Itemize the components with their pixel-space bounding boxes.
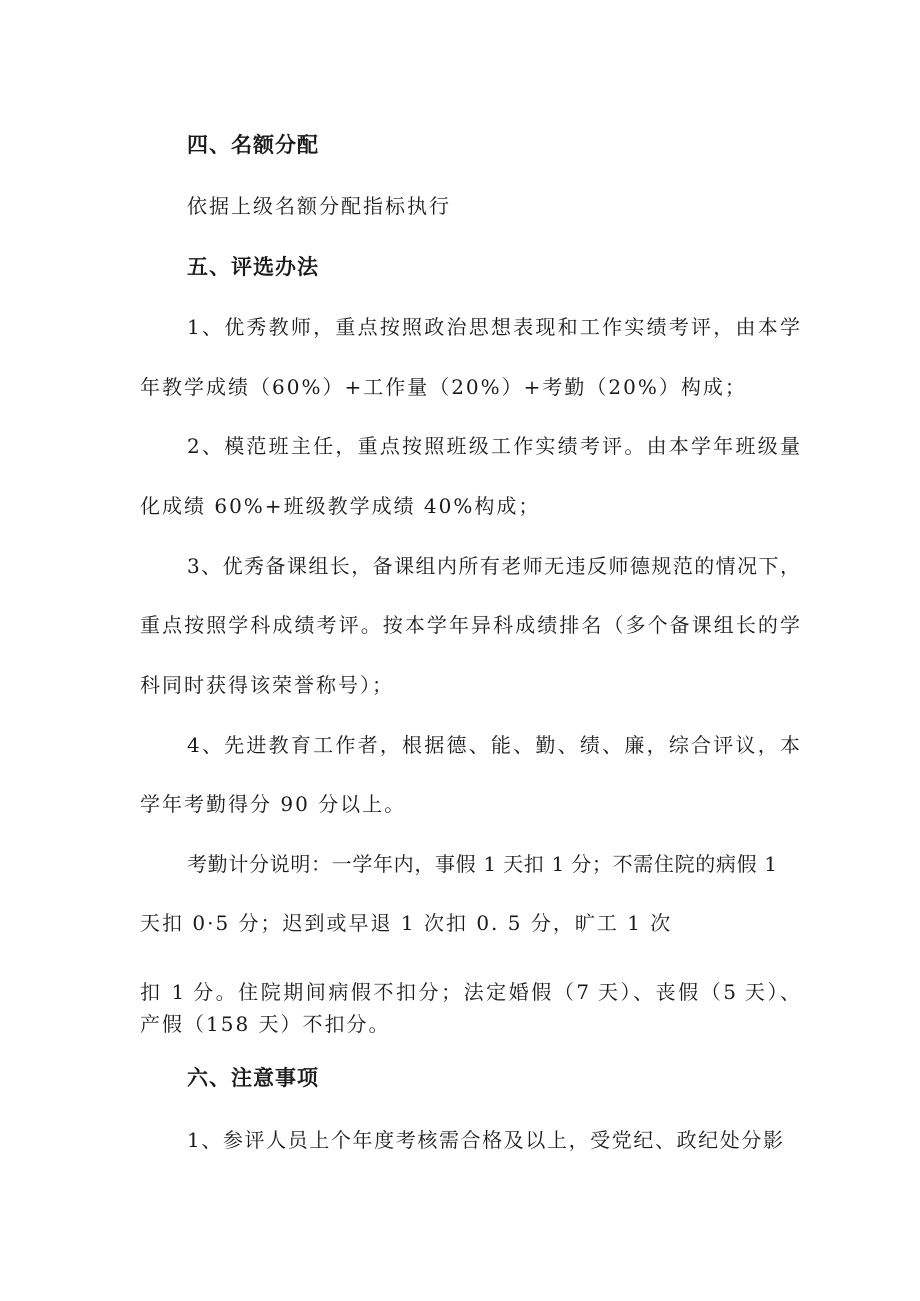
attendance-note-line-4: 产假（158 天）不扣分。 bbox=[140, 1012, 391, 1036]
attendance-note-line-2: 天扣 0·5 分；迟到或早退 1 次扣 0. 5 分，旷工 1 次 bbox=[140, 911, 673, 935]
notes-item-1-line-1: 1、参评人员上个年度考核需合格及以上，受党纪、政纪处分影 bbox=[187, 1128, 783, 1152]
method-item-2-line-2: 化成绩 60%+班级教学成绩 40%构成； bbox=[140, 494, 541, 518]
section-heading-notes: 六、注意事项 bbox=[187, 1066, 319, 1090]
method-item-1-line-2: 年教学成绩（60%）+工作量（20%）+考勤（20%）构成； bbox=[140, 375, 747, 399]
attendance-note-line-1: 考勤计分说明：一学年内，事假 1 天扣 1 分；不需住院的病假 1 bbox=[187, 852, 777, 876]
method-item-4-line-2: 学年考勤得分 90 分以上。 bbox=[140, 792, 407, 816]
method-item-3-line-1: 3、优秀备课组长，备课组内所有老师无违反师德规范的情况下， bbox=[187, 554, 800, 578]
method-item-1-line-1: 1、优秀教师，重点按照政治思想表现和工作实绩考评，由本学 bbox=[187, 315, 800, 339]
quota-text: 依据上级名额分配指标执行 bbox=[187, 194, 451, 218]
section-heading-quota: 四、名额分配 bbox=[187, 133, 319, 157]
method-item-3-line-2: 重点按照学科成绩考评。按本学年异科成绩排名（多个备课组长的学 bbox=[140, 613, 800, 637]
attendance-note-line-3: 扣 1 分。住院期间病假不扣分；法定婚假（7 天）、丧假（5 天）、 bbox=[140, 980, 800, 1004]
method-item-4-line-1: 4、先进教育工作者，根据德、能、勤、绩、廉，综合评议，本 bbox=[187, 733, 800, 757]
method-item-3-line-3: 科同时获得该荣誉称号）； bbox=[140, 673, 394, 697]
method-item-2-line-1: 2、模范班主任，重点按照班级工作实绩考评。由本学年班级量 bbox=[187, 434, 800, 458]
section-heading-method: 五、评选办法 bbox=[187, 255, 319, 279]
